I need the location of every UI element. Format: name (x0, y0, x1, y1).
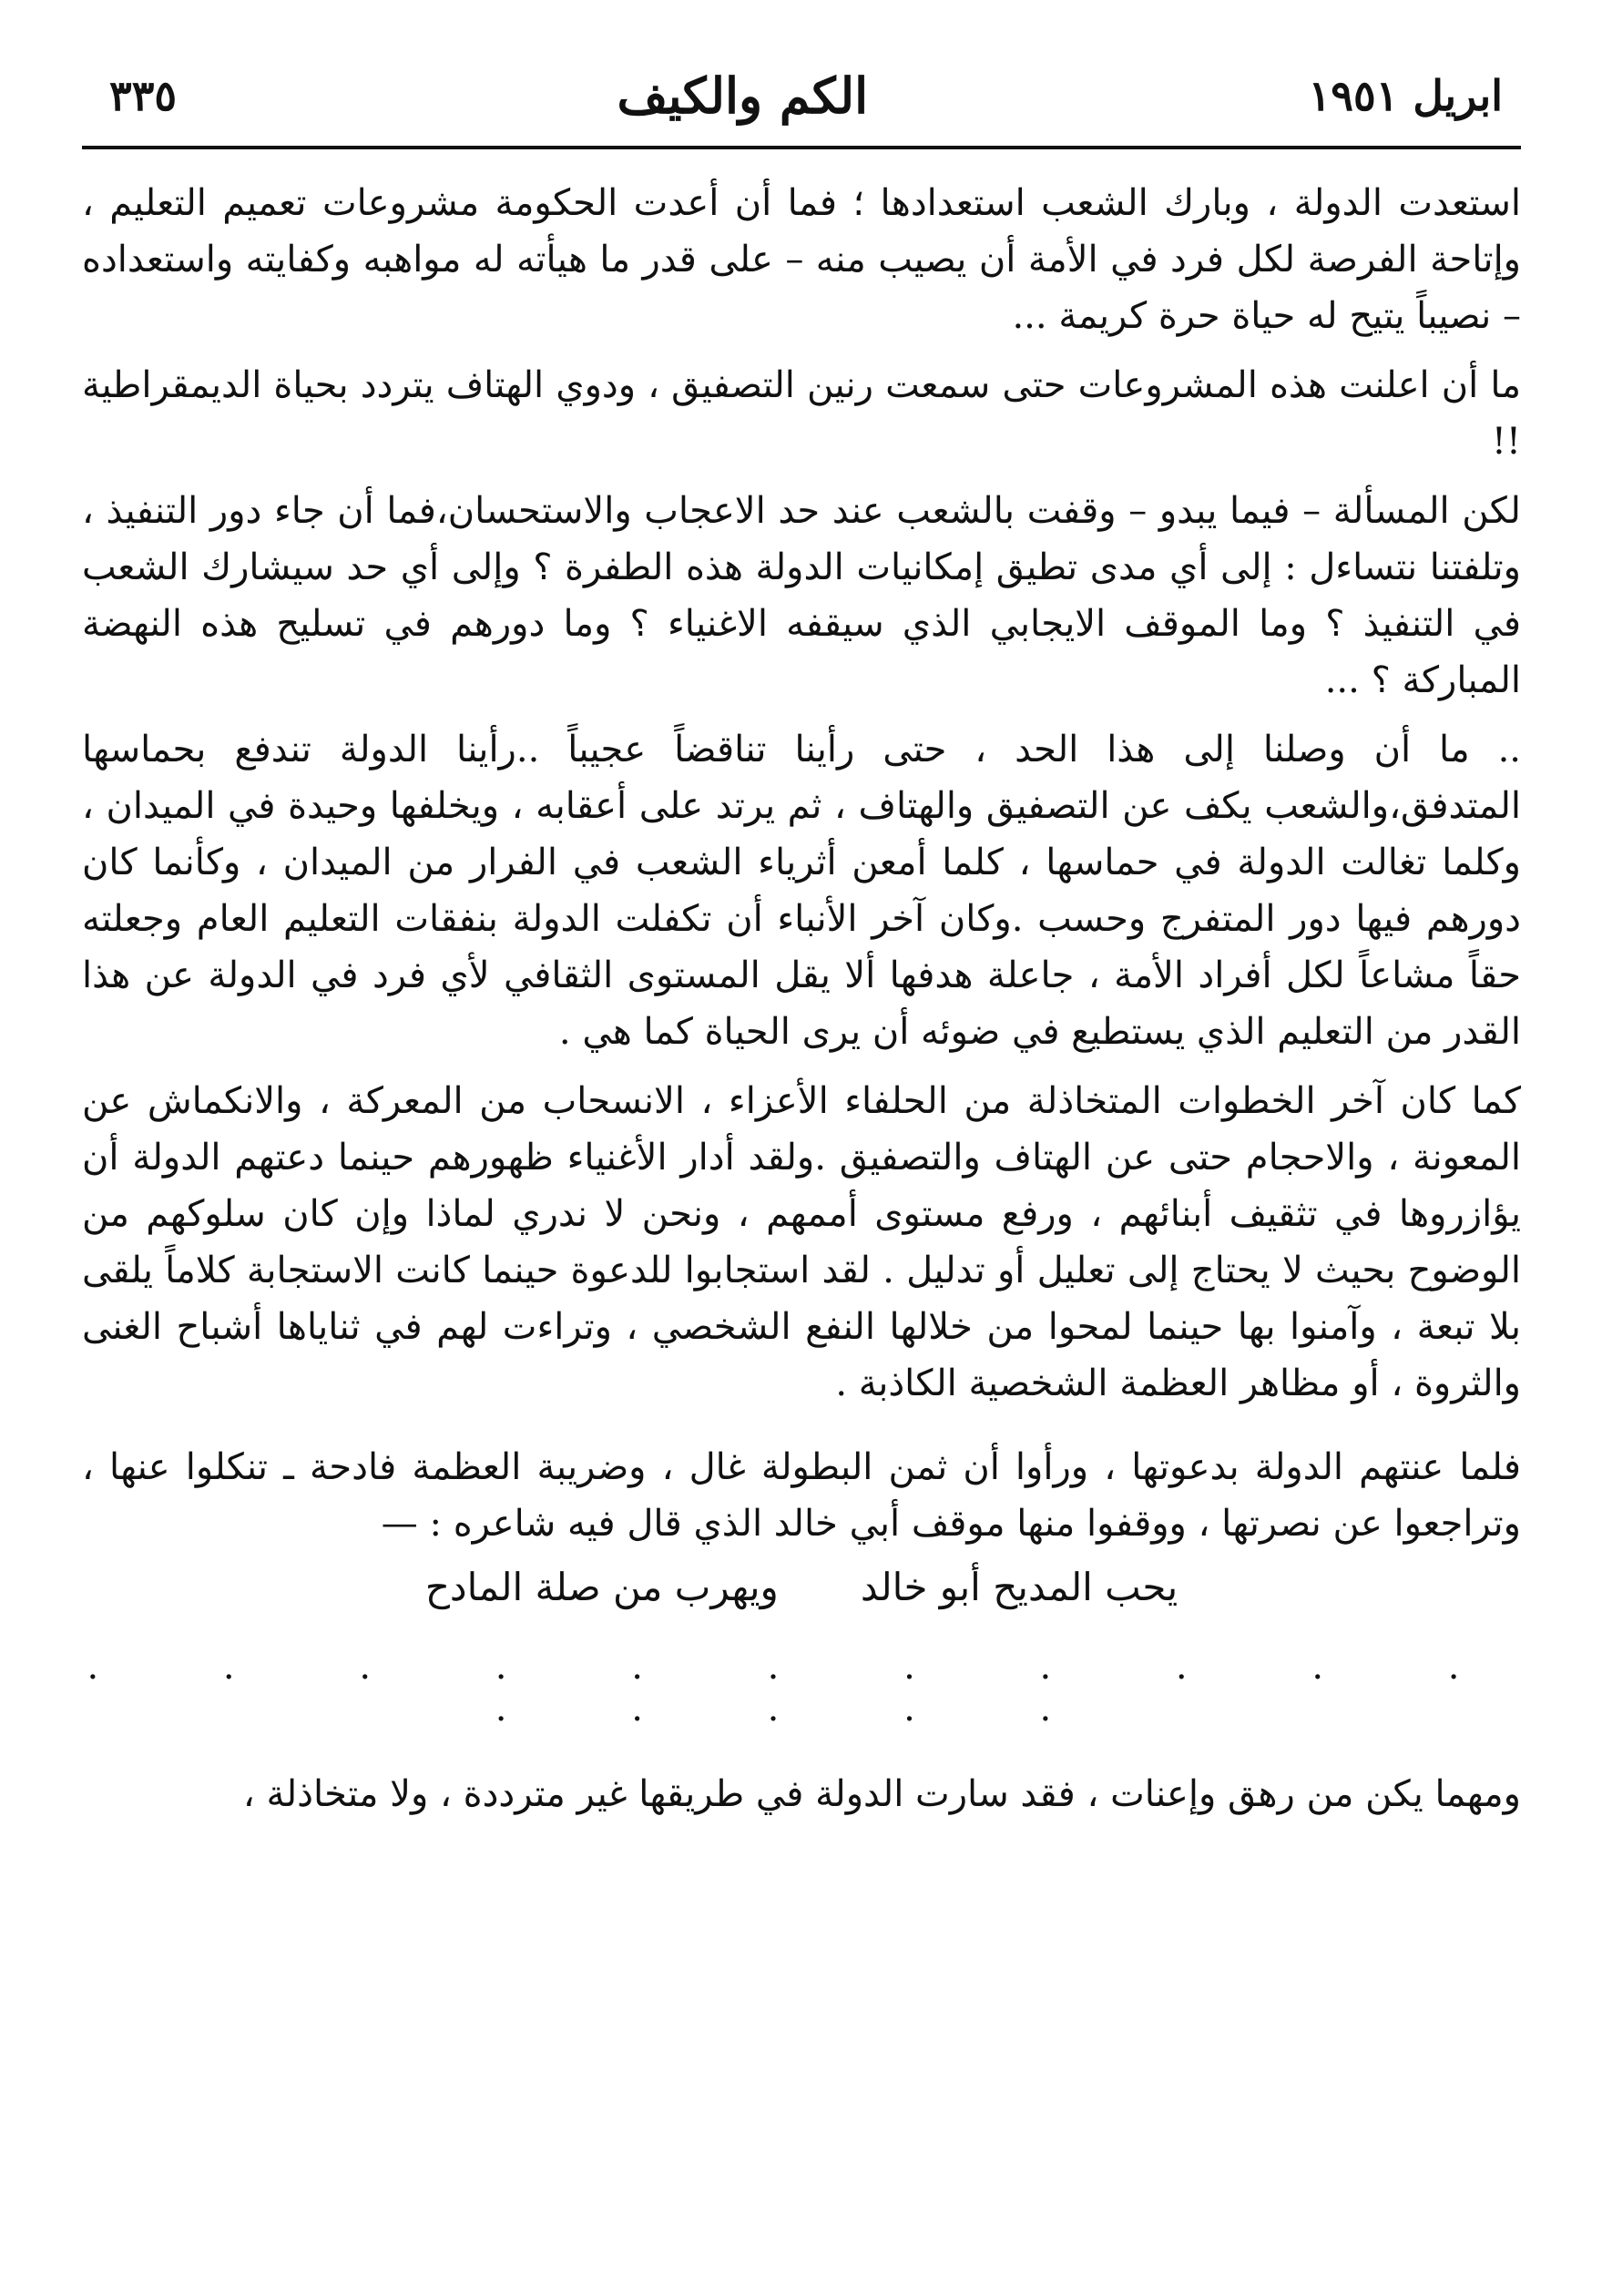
poem-verse (82, 1565, 1521, 1609)
page-header (82, 55, 1521, 137)
page (82, 55, 1521, 2259)
closing-line: ومهما يكن من رهق وإعنات ، فقد سارت الدولة في طريقها غير مترددة ، ولا متخاذلة ، (242, 1773, 1521, 1815)
paragraph: .. ما أن وصلنا إلى هذا الحد ، حتى رأينا تناقضاً عجيباً ..رأينا الدولة تندفع بحماسها المتدفق،والشعب يكف عن التصفيق والهتاف ، ثم يرتد على أعقابه ، ويخلفها وحيدة في الميدان ، وكلما تغالت الدولة في حماسها ، كلما أمعن أثرياء الشعب في الفرار من الميدان ، وكأنما كان دورهم فيها دور المتفرج وحسب .وكان آخر الأنباء أن تكفلت الدولة بنفقات التعليم العام وجعلته حقاً مشاعاً لكل أفراد الأمة ، جاعلة هدفها ألا يقل المستوى الثقافي لأي فرد في الدولة عن هذا القدر من التعليم الذي يستطيع في ضوئه أن يرى الحياة كما هي . (82, 729, 1521, 1053)
poem-hemistich-first: يحب المديح أبو خالد (860, 1565, 1179, 1609)
header-title: الكم والكيف (617, 66, 869, 125)
paragraph: كما كان آخر الخطوات المتخاذلة من الحلفاء الأعزاء ، الانسحاب من المعركة ، والانكماش عن المعونة ، والاحجام حتى عن الهتاف والتصفيق .ولقد أدار الأغنياء ظهورهم حينما دعتهم الدولة أن يؤازروها في تثقيف أبنائهم ، ورفع مستوى أممهم ، ونحن لا ندري لماذا وإن كان سلوكهم من الوضوح بحيث لا يحتاج إلى تعليل أو تدليل . لقد استجابوا للدعوة حينما كانت الاستجابة كلاماً يلقى بلا تبعة ، وآمنوا بها حينما لمحوا من خلالها النفع الشخصي ، وتراءت لهم في ثناياها أشباح الغنى والثروة ، أو مظاهر العظمة الشخصية الكاذبة . (82, 1080, 1521, 1404)
poem-hemistich-second: ويهرب من صلة المادح (424, 1565, 779, 1609)
paragraph: ما أن اعلنت هذه المشروعات حتى سمعت رنين التصفيق ، ودوي الهتاف يتردد بحياة الديمقراطية !! (82, 364, 1521, 463)
page-number: ٣٣٥ (109, 71, 178, 120)
section-break-dots: . . . . . . . . . . . . . . . . (87, 1646, 1516, 1730)
paragraph: لكن المسألة – فيما يبدو – وقفت بالشعب عند حد الاعجاب والاستحسان،فما أن جاء دور التنفيذ ، وتلفتنا نتساءل : إلى أي مدى تطيق إمكانيات الدولة هذه الطفرة ؟ وإلى أي حد سيشارك الشعب في التنفيذ ؟ وما الموقف الايجابي الذي سيقفه الاغنياء ؟ وما دورهم في تسليح هذه النهضة المباركة ؟ ... (82, 490, 1521, 701)
header-rule (82, 146, 1521, 149)
header-date: ابريل ١٩٥١ (1308, 71, 1503, 120)
paragraph: فلما عنتهم الدولة بدعوتها ، ورأوا أن ثمن البطولة غال ، وضريبة العظمة فادحة ـ تنكلوا عنها ، وتراجعوا عن نصرتها ، ووقفوا منها موقف أبي خالد الذي قال فيه شاعره : — (82, 1446, 1521, 1545)
paragraph: استعدت الدولة ، وبارك الشعب استعدادها ؛ فما أن أعدت الحكومة مشروعات تعميم التعليم ، وإتاحة الفرصة لكل فرد في الأمة أن يصيب منه – على قدر ما هيأته له مواهبه وكفايته واستعداده – نصيباً يتيح له حياة حرة كريمة ... (82, 182, 1521, 337)
article-body (82, 175, 1521, 1552)
